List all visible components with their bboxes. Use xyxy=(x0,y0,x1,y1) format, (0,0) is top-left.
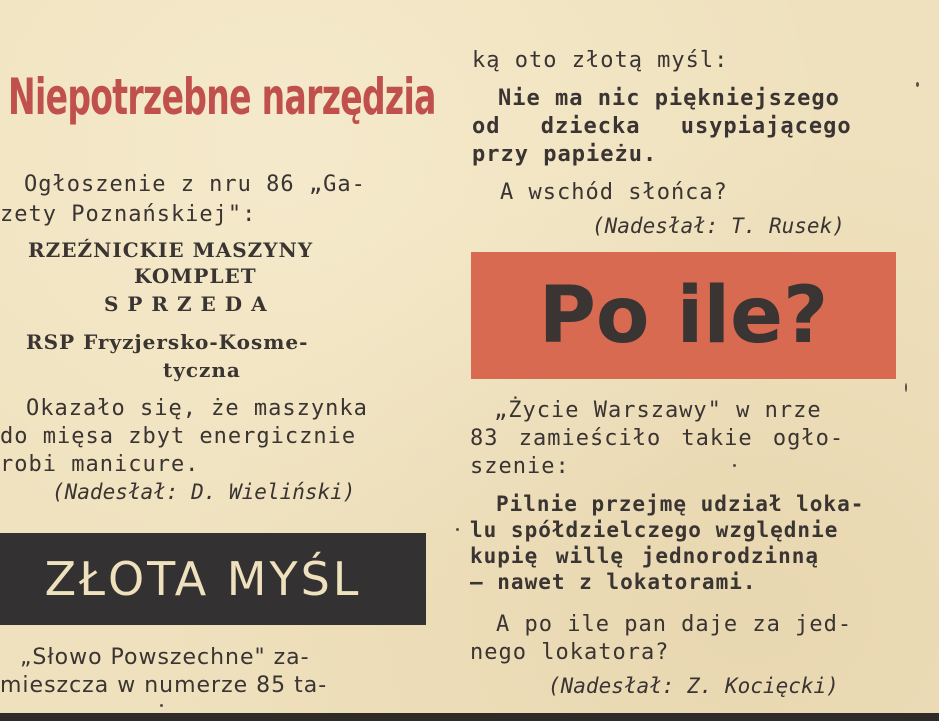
left-ad-line-2: KOMPLET xyxy=(134,264,257,288)
left-comment-line-2: do mięsa zbyt energicznie xyxy=(0,424,357,449)
print-speck xyxy=(733,464,736,467)
left-ad-line-3: S P R Z E D A xyxy=(104,292,268,316)
right-quote-line-3: przy papieżu. xyxy=(472,142,658,167)
left-intro-line-1: Ogłoszenie z nru 86 „Ga- xyxy=(24,172,366,197)
banner-zlota-mysl: ZŁOTA MYŚL xyxy=(44,552,362,606)
bottom-dark-edge xyxy=(0,713,939,721)
right-ad-line-4: — nawet z lokatorami. xyxy=(470,570,757,594)
left-ad-line-5: tyczna xyxy=(163,358,241,382)
left-bottom-line-2: mieszcza w numerze 85 ta- xyxy=(0,673,328,698)
heading-niepotrzebne-narzedzia: Niepotrzebne narzędzia xyxy=(8,68,436,126)
right-intro-line-3: szenie: xyxy=(470,454,570,479)
right-ad-line-3: kupię willę jednorodzinną xyxy=(470,544,820,568)
right-ad-line-1: Pilnie przejmę udział loka- xyxy=(496,492,865,516)
right-comment-line-2: nego lokatora? xyxy=(470,640,670,665)
print-speck xyxy=(905,383,907,392)
print-speck xyxy=(916,82,919,87)
left-comment-line-1: Okazało się, że maszynka xyxy=(26,396,368,421)
banner-po-ile: Po ile? xyxy=(538,270,829,361)
print-speck xyxy=(456,528,459,531)
right-top-line: ką oto złotą myśl: xyxy=(472,48,729,73)
right-intro-line-1: „Życie Warszawy" w nrze xyxy=(494,398,822,423)
right-ad-line-2: lu spółdzielczego względnie xyxy=(470,518,839,542)
left-bottom-line-1: „Słowo Powszechne" za- xyxy=(20,645,310,670)
left-credit: (Nadesłał: D. Wieliński) xyxy=(52,480,356,504)
left-ad-line-1: RZEŹNICKIE MASZYNY xyxy=(28,238,314,262)
right-comment-line-1: A po ile pan daje za jed- xyxy=(496,612,853,637)
right-credit-bottom: (Nadesłał: Z. Kocięcki) xyxy=(548,674,839,698)
right-question: A wschód słońca? xyxy=(500,180,728,205)
right-quote-line-1: Nie ma nic piękniejszego xyxy=(498,86,840,111)
print-speck xyxy=(160,704,163,707)
left-intro-line-2: zety Poznańskiej": xyxy=(0,202,257,227)
right-intro-line-2: 83 zamieściło takie ogło- xyxy=(470,426,845,451)
left-ad-line-4: RSP Fryzjersko-Kosme- xyxy=(26,330,309,354)
left-comment-line-3: robi manicure. xyxy=(0,452,200,477)
right-credit-top: (Nadesłał: T. Rusek) xyxy=(592,214,845,238)
right-quote-line-2: od dziecka usypiającego xyxy=(472,114,852,139)
